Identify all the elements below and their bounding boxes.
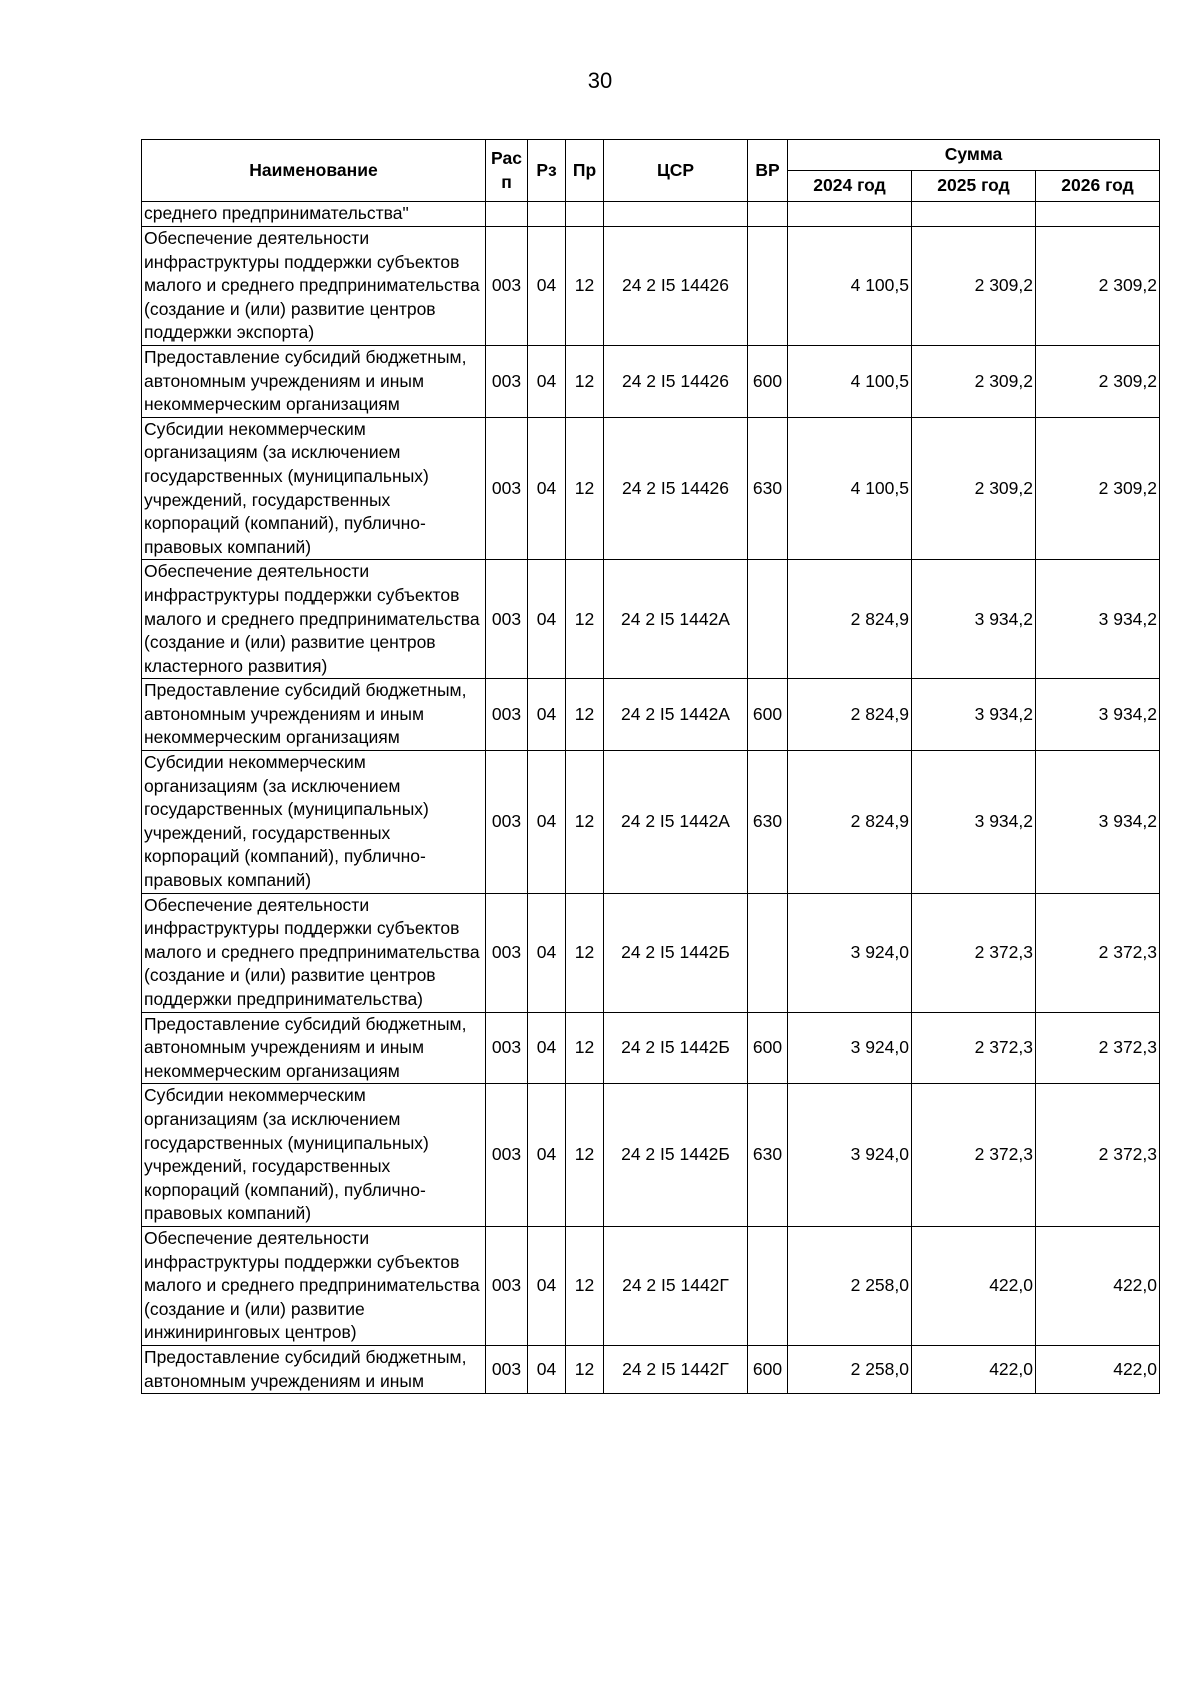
row-rasp: 003 [486,1226,528,1345]
row-csr: 24 2 I5 1442Б [604,893,748,1012]
row-rasp: 003 [486,751,528,894]
row-amount-2025: 422,0 [912,1226,1036,1345]
row-amount-2024: 4 100,5 [788,417,912,560]
row-name: Обеспечение деятельности инфраструктуры поддержки субъектов малого и среднего предпринимательства (создание и (или) развитие центров кластерного развития) [142,560,486,679]
header-csr: ЦСР [604,140,748,202]
row-pr: 12 [566,345,604,417]
row-rz: 04 [528,751,566,894]
row-rasp: 003 [486,560,528,679]
header-vr: ВР [748,140,788,202]
row-name: Субсидии некоммерческим организациям (за исключением государственных (муниципальных) учреждений, государственных корпораций (компаний), публично-правовых компаний) [142,1084,486,1227]
row-rz: 04 [528,1226,566,1345]
row-csr: 24 2 I5 14426 [604,227,748,346]
row-amount-2026: 2 309,2 [1036,345,1160,417]
row-pr: 12 [566,227,604,346]
table-row [142,1226,1160,1345]
row-vr [748,560,788,679]
row-amount-2026: 2 372,3 [1036,893,1160,1012]
row-amount-2025: 2 372,3 [912,893,1036,1012]
table-row [142,679,1160,751]
row-rasp: 003 [486,1012,528,1084]
row-rasp: 003 [486,417,528,560]
row-rz: 04 [528,893,566,1012]
row-amount-2024: 4 100,5 [788,227,912,346]
row-rz: 04 [528,1345,566,1393]
table-row [142,751,1160,894]
row-pr: 12 [566,751,604,894]
row-name: Предоставление субсидий бюджетным, автономным учреждениям и иным некоммерческим организациям [142,679,486,751]
continuation-cell [912,202,1036,227]
row-amount-2025: 2 309,2 [912,417,1036,560]
continuation-cell [486,202,528,227]
row-csr: 24 2 I5 1442Г [604,1345,748,1393]
row-csr: 24 2 I5 1442Б [604,1084,748,1227]
budget-table [141,139,1160,1394]
row-rz: 04 [528,560,566,679]
row-amount-2025: 2 372,3 [912,1012,1036,1084]
row-pr: 12 [566,1226,604,1345]
row-amount-2026: 2 372,3 [1036,1084,1160,1227]
row-csr: 24 2 I5 1442Б [604,1012,748,1084]
header-year-2026: 2026 год [1036,171,1160,202]
row-name: Обеспечение деятельности инфраструктуры поддержки субъектов малого и среднего предпринимательства (создание и (или) развитие центров поддержки предпринимательства) [142,893,486,1012]
continuation-cell [748,202,788,227]
row-csr: 24 2 I5 14426 [604,417,748,560]
continuation-cell [1036,202,1160,227]
header-pr: Пр [566,140,604,202]
row-name: Обеспечение деятельности инфраструктуры поддержки субъектов малого и среднего предпринимательства (создание и (или) развитие инжиниринговых центров) [142,1226,486,1345]
row-rz: 04 [528,345,566,417]
row-rasp: 003 [486,227,528,346]
continuation-cell [604,202,748,227]
row-pr: 12 [566,679,604,751]
row-amount-2024: 3 924,0 [788,893,912,1012]
row-vr [748,227,788,346]
row-amount-2024: 3 924,0 [788,1084,912,1227]
row-rz: 04 [528,1012,566,1084]
row-amount-2024: 2 258,0 [788,1226,912,1345]
row-name: Субсидии некоммерческим организациям (за исключением государственных (муниципальных) учреждений, государственных корпораций (компаний), публично-правовых компаний) [142,751,486,894]
header-year-2025: 2025 год [912,171,1036,202]
row-rasp: 003 [486,1084,528,1227]
row-amount-2024: 2 824,9 [788,751,912,894]
table-row [142,345,1160,417]
row-vr: 600 [748,345,788,417]
row-pr: 12 [566,1012,604,1084]
row-amount-2025: 422,0 [912,1345,1036,1393]
row-vr [748,893,788,1012]
table-row [142,227,1160,346]
row-amount-2025: 3 934,2 [912,751,1036,894]
row-vr: 630 [748,1084,788,1227]
row-vr [748,1226,788,1345]
row-pr: 12 [566,1084,604,1227]
row-rz: 04 [528,227,566,346]
row-rasp: 003 [486,679,528,751]
row-pr: 12 [566,560,604,679]
table-row [142,1084,1160,1227]
row-amount-2024: 3 924,0 [788,1012,912,1084]
table-row [142,1012,1160,1084]
row-amount-2026: 2 372,3 [1036,1012,1160,1084]
row-amount-2024: 2 258,0 [788,1345,912,1393]
row-rasp: 003 [486,893,528,1012]
header-rz: Рз [528,140,566,202]
table-row [142,560,1160,679]
row-pr: 12 [566,1345,604,1393]
header-sum: Сумма [788,140,1160,171]
row-name: Предоставление субсидий бюджетным, автономным учреждениям и иным некоммерческим организациям [142,345,486,417]
page-number: 30 [587,68,613,93]
header-year-2024: 2024 год [788,171,912,202]
row-vr: 630 [748,751,788,894]
table-body [142,202,1160,1394]
row-vr: 600 [748,1345,788,1393]
continuation-row [142,202,1160,227]
row-amount-2026: 3 934,2 [1036,751,1160,894]
row-amount-2025: 3 934,2 [912,560,1036,679]
row-amount-2025: 2 309,2 [912,227,1036,346]
row-pr: 12 [566,417,604,560]
row-amount-2024: 2 824,9 [788,679,912,751]
row-amount-2025: 2 309,2 [912,345,1036,417]
row-csr: 24 2 I5 1442А [604,751,748,894]
row-vr: 630 [748,417,788,560]
row-csr: 24 2 I5 1442Г [604,1226,748,1345]
row-vr: 600 [748,679,788,751]
row-pr: 12 [566,893,604,1012]
table-row [142,417,1160,560]
row-csr: 24 2 I5 14426 [604,345,748,417]
row-amount-2026: 3 934,2 [1036,679,1160,751]
row-rasp: 003 [486,345,528,417]
table-row [142,893,1160,1012]
row-vr: 600 [748,1012,788,1084]
row-rz: 04 [528,679,566,751]
table-row [142,1345,1160,1393]
row-amount-2026: 422,0 [1036,1226,1160,1345]
row-rz: 04 [528,417,566,560]
row-csr: 24 2 I5 1442А [604,679,748,751]
row-rz: 04 [528,1084,566,1227]
header-rasp: Рас п [486,140,528,202]
row-name: Предоставление субсидий бюджетным, автономным учреждениям и иным некоммерческим организациям [142,1012,486,1084]
continuation-cell [528,202,566,227]
row-amount-2026: 422,0 [1036,1345,1160,1393]
row-amount-2025: 2 372,3 [912,1084,1036,1227]
row-amount-2026: 2 309,2 [1036,417,1160,560]
row-amount-2024: 2 824,9 [788,560,912,679]
row-amount-2026: 2 309,2 [1036,227,1160,346]
continuation-cell [788,202,912,227]
row-name: Предоставление субсидий бюджетным, автономным учреждениям и иным [142,1345,486,1393]
row-rasp: 003 [486,1345,528,1393]
continuation-name: среднего предпринимательства" [142,202,486,227]
row-name: Обеспечение деятельности инфраструктуры поддержки субъектов малого и среднего предпринимательства (создание и (или) развитие центров поддержки экспорта) [142,227,486,346]
continuation-cell [566,202,604,227]
row-name: Субсидии некоммерческим организациям (за исключением государственных (муниципальных) учреждений, государственных корпораций (компаний), публично-правовых компаний) [142,417,486,560]
header-name: Наименование [142,140,486,202]
row-amount-2024: 4 100,5 [788,345,912,417]
row-amount-2025: 3 934,2 [912,679,1036,751]
row-csr: 24 2 I5 1442А [604,560,748,679]
row-amount-2026: 3 934,2 [1036,560,1160,679]
